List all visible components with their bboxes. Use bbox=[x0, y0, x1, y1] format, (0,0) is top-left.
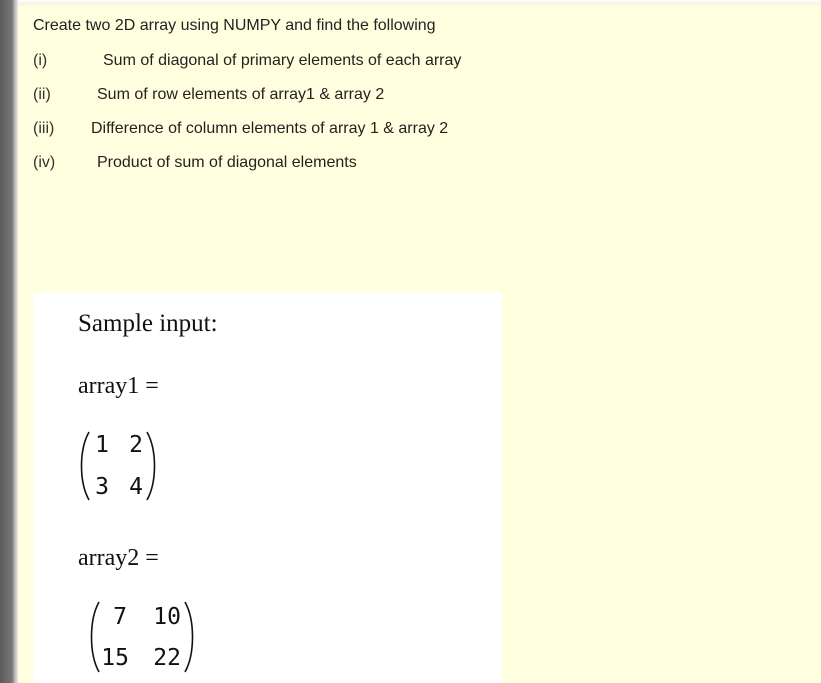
item-number-3: (iii) bbox=[33, 120, 55, 137]
array1-cell: 1 bbox=[95, 432, 109, 458]
array2-label: array2 = bbox=[78, 545, 159, 571]
item-number-4: (iv) bbox=[33, 154, 56, 171]
sample-input-panel bbox=[33, 292, 502, 683]
window-left-edge bbox=[0, 0, 18, 683]
window-top-edge bbox=[18, 0, 821, 6]
item-text-3: Difference of column elements of array 1 & array 2 bbox=[91, 120, 449, 137]
array2-right-paren bbox=[183, 600, 197, 674]
array2-cell: 22 bbox=[153, 645, 181, 671]
array1-cell: 2 bbox=[129, 432, 143, 458]
sample-input-title: Sample input: bbox=[78, 310, 218, 337]
item-text-2: Sum of row elements of array1 & array 2 bbox=[97, 86, 385, 103]
array1-right-paren bbox=[145, 430, 159, 502]
item-number-2: (ii) bbox=[33, 86, 51, 103]
item-text-4: Product of sum of diagonal elements bbox=[97, 154, 357, 171]
item-number-1: (i) bbox=[33, 52, 48, 69]
array1-cell: 4 bbox=[129, 474, 143, 500]
question-heading: Create two 2D array using NUMPY and find the following bbox=[33, 17, 436, 34]
item-text-1: Sum of diagonal of primary elements of each array bbox=[103, 52, 462, 69]
array1-label: array1 = bbox=[78, 373, 159, 399]
array2-cell: 10 bbox=[153, 604, 181, 630]
array2-cell: 15 bbox=[101, 645, 129, 671]
array2-cell: 7 bbox=[113, 604, 127, 630]
array1-cell: 3 bbox=[95, 474, 109, 500]
